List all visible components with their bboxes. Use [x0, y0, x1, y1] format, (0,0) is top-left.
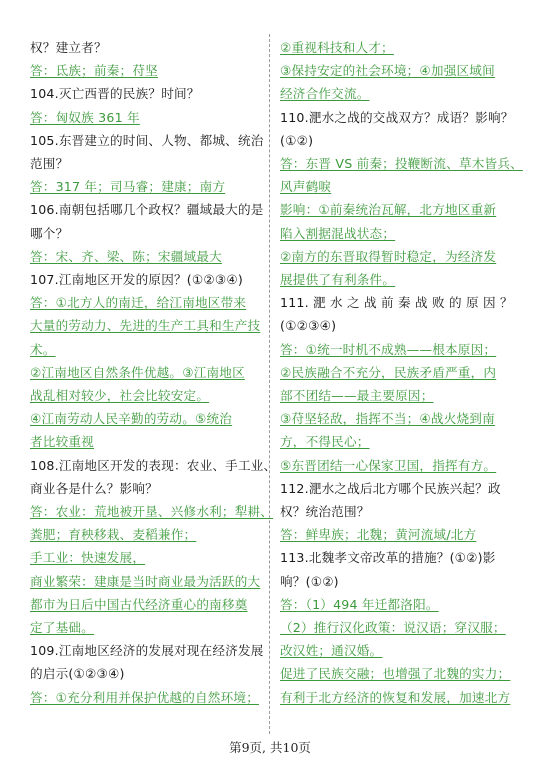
line-text: 107.江南地区开发的原因？(①②③④) — [30, 272, 243, 288]
line-text: ③保持安定的社会环境；④加强区域间 — [280, 63, 495, 79]
answer-line — [280, 198, 512, 221]
right-column — [280, 36, 523, 709]
line-text: 答：农业：荒地被开垦、兴修水利；犁耕、 — [30, 504, 274, 520]
line-text: 答：匈奴族 361 年 — [30, 109, 140, 125]
line-text: 方，不得民心； — [280, 434, 370, 450]
question-line — [30, 129, 262, 152]
line-text: ③苻坚轻敌，指挥不当；④战火烧到南 — [280, 411, 495, 427]
line-text: 促进了民族交融；也增强了北魏的实力； — [280, 666, 511, 682]
line-text: 权？统治范围？ — [280, 504, 370, 520]
line-text: ④江南劳动人民辛勤的劳动。⑤统治 — [30, 411, 233, 427]
line-text: 答：氐族；前秦；苻坚 — [30, 63, 158, 79]
line-text: 陷入割据混战状态； — [280, 225, 396, 241]
answer-line — [30, 430, 262, 453]
answer-line — [30, 686, 262, 709]
answer-line — [280, 616, 512, 639]
question-line — [30, 268, 262, 291]
line-text: 109.江南地区经济的发展对现在经济发展 — [30, 643, 264, 659]
line-text: 者比较重视 — [30, 434, 94, 450]
line-text: 定了基础。 — [30, 620, 94, 636]
question-line — [280, 291, 512, 314]
line-text: 答：鲜卑族；北魏；黄河流域/北方 — [280, 527, 477, 543]
question-line — [280, 477, 512, 500]
line-text: 商业繁荣：建康是当时商业最为活跃的大 — [30, 573, 261, 589]
answer-line — [30, 338, 262, 361]
line-text: 答：宋、齐、梁、陈；宋疆域最大 — [30, 248, 222, 264]
line-text: 答：①充分利用并保护优越的自然环境； — [30, 689, 259, 705]
question-line — [30, 477, 262, 500]
line-text: (①②③④) — [280, 318, 337, 334]
answer-line — [280, 639, 512, 662]
question-line — [30, 198, 262, 221]
answer-line — [30, 106, 262, 129]
answer-line — [280, 82, 512, 105]
question-line — [30, 36, 262, 59]
answer-line — [30, 59, 262, 82]
question-line — [30, 454, 277, 477]
line-text: 术。 — [30, 341, 56, 357]
line-text: 范围？ — [30, 156, 69, 172]
answer-line — [30, 593, 262, 616]
line-text: 展提供了有利条件。 — [280, 272, 396, 288]
question-line — [280, 500, 512, 523]
answer-line — [30, 570, 262, 593]
line-text: 答：（1）494 年迁都洛阳。 — [280, 596, 439, 612]
line-text: 影响：①前秦统治瓦解，北方地区重新 — [280, 202, 497, 218]
answer-line — [280, 361, 512, 384]
line-text: 105.东晋建立的时间、人物、都城、统治 — [30, 132, 264, 148]
line-text: 响？(①②) — [280, 573, 339, 589]
line-text: ②江南地区自然条件优越。③江南地区 — [30, 364, 245, 380]
line-text: 大量的劳动力、先进的生产工具和生产技 — [30, 318, 261, 334]
answer-line — [30, 291, 262, 314]
line-text: 部不团结——最主要原因； — [280, 388, 434, 404]
line-text: ⑤东晋团结一心保家卫国，指挥有方。 — [280, 457, 497, 473]
answer-line — [280, 268, 512, 291]
answer-line — [280, 454, 512, 477]
question-line — [30, 82, 262, 105]
line-text: 粪肥；育秧移栽、麦稻兼作； — [30, 527, 197, 543]
answer-line — [280, 175, 512, 198]
line-text: 106.南朝包括哪几个政权？疆域最大的是 — [30, 202, 264, 218]
answer-line — [30, 500, 274, 523]
line-text: 战乱相对较少，社会比较安定。 — [30, 388, 210, 404]
answer-line — [280, 338, 512, 361]
answer-line — [280, 593, 512, 616]
line-text: 手工业：快速发展， — [30, 550, 146, 566]
answer-line — [30, 361, 262, 384]
line-text: 经济合作交流。 — [280, 86, 370, 102]
line-text: 商业各是什么？影响？ — [30, 480, 158, 496]
question-line — [30, 639, 262, 662]
line-text: 104.灭亡西晋的民族？时间？ — [30, 86, 200, 102]
line-text: （2）推行汉化政策：说汉语；穿汉服； — [280, 620, 506, 636]
line-text: ②南方的东晋取得暂时稳定，为经济发 — [280, 248, 497, 264]
question-line — [280, 106, 512, 129]
line-text: ②重视科技和人才； — [280, 40, 394, 55]
answer-line — [280, 152, 523, 175]
answer-line — [30, 245, 262, 268]
line-text: 的启示(①②③④) — [30, 666, 125, 682]
page-footer: 第9页, 共10页 — [229, 740, 311, 755]
answer-line — [280, 245, 512, 268]
line-text: 都市为日后中国古代经济重心的南移奠 — [30, 596, 248, 612]
line-text: 改汉姓；通汉婚。 — [280, 643, 383, 659]
line-text: 答：317 年；司马睿；建康；南方 — [30, 179, 226, 195]
answer-line — [280, 407, 512, 430]
question-line — [280, 314, 512, 337]
answer-line — [280, 686, 512, 709]
line-text: 答：①统一时机不成熟——根本原因； — [280, 341, 497, 357]
answer-line — [280, 59, 512, 82]
answer-line — [30, 616, 262, 639]
answer-line — [280, 662, 512, 685]
line-text: 权？建立者？ — [30, 40, 107, 55]
answer-line — [280, 222, 512, 245]
answer-line — [280, 384, 512, 407]
answer-line — [30, 523, 262, 546]
line-text: 答：①北方人的南迁，给江南地区带来 — [30, 295, 247, 311]
answer-line — [30, 546, 262, 569]
question-line — [30, 662, 262, 685]
question-line — [280, 570, 512, 593]
question-line — [30, 152, 262, 175]
line-text: (①②) — [280, 132, 314, 148]
answer-line — [30, 384, 262, 407]
line-text: 108.江南地区开发的表现：农业、手工业、 — [30, 457, 277, 473]
answer-line — [280, 430, 512, 453]
line-text: 112.淝水之战后北方哪个民族兴起？政 — [280, 480, 501, 496]
line-text: ②民族融合不充分，民族矛盾严重，内 — [280, 364, 497, 380]
answer-line — [30, 314, 262, 337]
line-text: 113.北魏孝文帝改革的措施？(①②)影 — [280, 550, 496, 566]
line-text: 111. 淝 水 之 战 前 秦 战 败 的 原 因 ？ — [280, 295, 513, 311]
answer-line — [280, 36, 512, 59]
left-column — [30, 36, 277, 709]
line-text: 110.淝水之战的交战双方？成语？影响？ — [280, 109, 514, 125]
question-line — [30, 222, 262, 245]
line-text: 答：东晋 VS 前秦；投鞭断流、草木皆兵、 — [280, 156, 523, 172]
answer-line — [30, 407, 262, 430]
question-line — [280, 129, 512, 152]
line-text: 有利于北方经济的恢复和发展，加速北方 — [280, 689, 511, 705]
line-text: 哪个？ — [30, 225, 69, 241]
answer-line — [280, 523, 512, 546]
question-line — [280, 546, 512, 569]
column-divider — [269, 34, 270, 734]
answer-line — [30, 175, 262, 198]
line-text: 风声鹤唳 — [280, 179, 332, 195]
